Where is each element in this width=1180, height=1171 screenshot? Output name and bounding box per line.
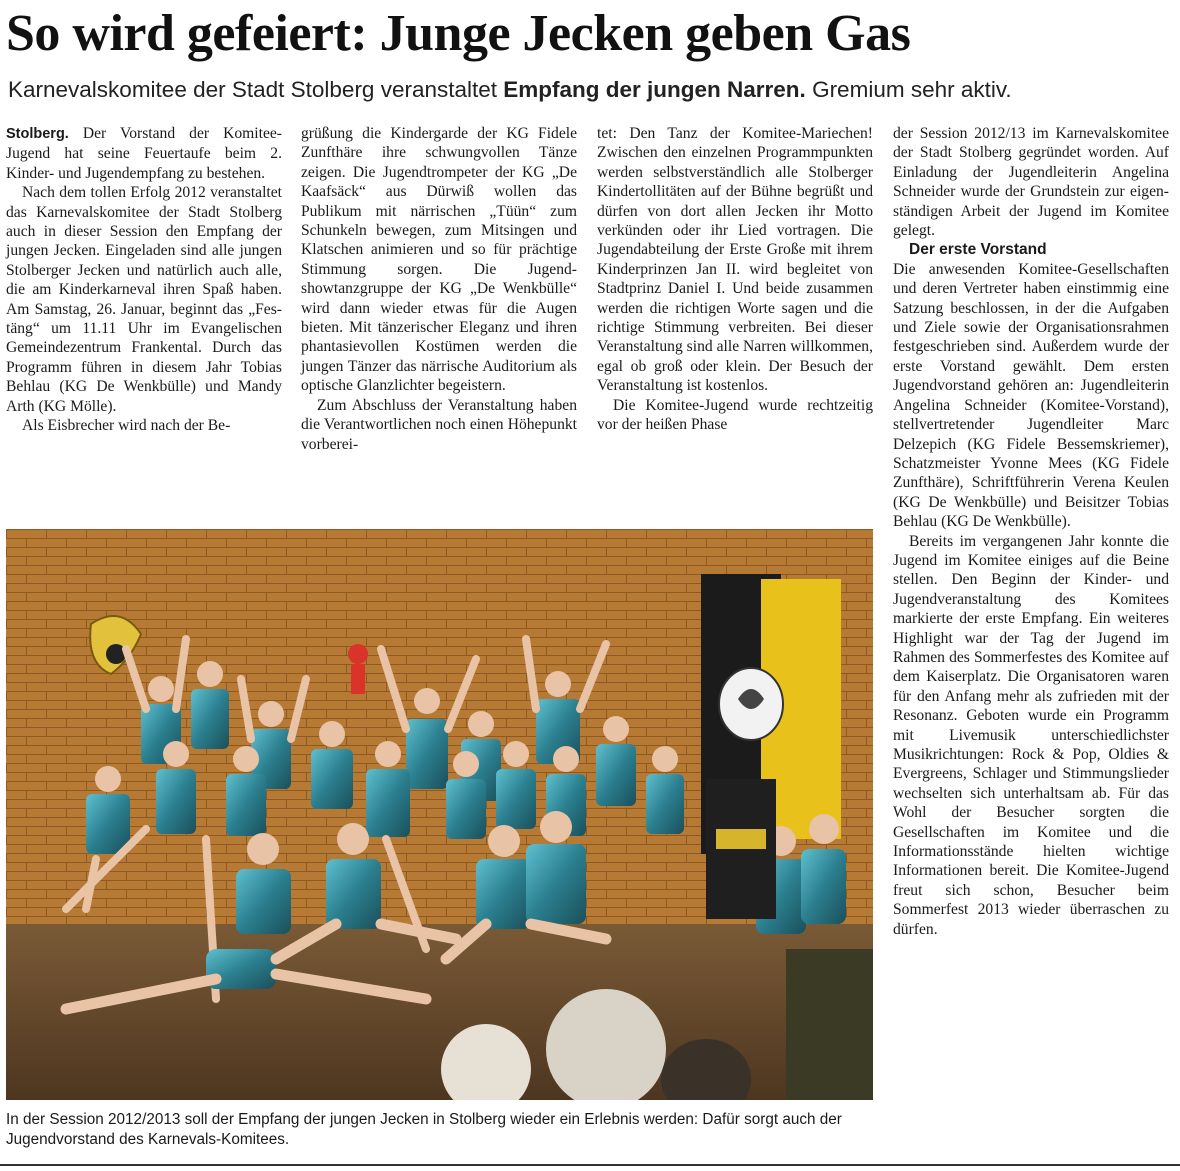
paragraph xyxy=(6,124,282,183)
article-column-3 xyxy=(597,124,873,435)
paragraph: der Session 2012/13 im Karnevalskomitee der Stadt Stolberg gegründet worden. Auf Einladung der Jugendleiterin Angelina Schneider wurde der Grundstein zur eigenständigen Arbeit der Jugend im Komitee gelegt. xyxy=(893,125,1169,240)
article-photo xyxy=(6,529,873,1100)
subheadline-part1: Karnevalskomitee der Stadt Stolberg veranstaltet xyxy=(8,77,504,102)
paragraph-text: Der Vorstand der Komitee-Jugend hat seine Feuertaufe beim 2. Kinder- und Jugendempfang zu bestehen. xyxy=(6,125,282,182)
article-column-1 xyxy=(6,124,282,436)
mascot-doll xyxy=(348,644,368,694)
subheadline xyxy=(8,72,1178,108)
paragraph: Zum Abschluss der Veranstaltung haben die Verantwortlichen noch einen Höhepunkt vorberei- xyxy=(301,396,577,453)
photo-caption: In der Session 2012/2013 soll der Empfang der jungen Jecken in Stolberg wieder ein Erlebnis werden: Dafür sorgt auch der Jugendvorstand des Karnevals-Komitees. xyxy=(6,1111,842,1148)
paragraph: Die anwesenden Komitee-Gesellschaften und deren Vertreter haben einstimmig eine Satzung beschlossen, in der die Aufgaben und Ziele sowie der Organisationsrahmen festgeschrieben sind. Außerdem wurde der erste Vorstand gewählt. Dem ersten Jugendvorstand gehören an: Jugendleiterin Angelina Schneider (Komitee-Vorstand), stellvertretender Jugendleiter Marc Delzepich (KG Fidele Bessemskriemer), Schatzmeister Yvonne Mees (KG Fidele Zunfthäre), Schriftführerin Verena Keulen (KG De Wenkbülle) und Beisitzer Tobias Behlau (KG De Wenkbülle). xyxy=(893,260,1169,531)
paragraph: tet: Den Tanz der Komitee-Mariechen! Zwischen den einzelnen Programmpunkten werden selbstverständlich alle Stolberger Kindertollitäten auf der Bühne begrüßt und dürfen von dort allen Jecken ihr Motto verkünden oder ihr Lied vortragen. Die Jugendabteilung der Erste Große mit ihrem Kinderprinzen Jan II. wird begleitet von Stadtprinz Daniel I. Und beide zusammen werden die richtigen Worte sagen und die richtige Stimmung verbreiten. Bei dieser Veranstaltung sind alle Narren willkommen, egal ob groß oder klein. Der Besuch der Veranstaltung ist kostenlos. xyxy=(597,125,873,395)
paragraph: grüßung die Kindergarde der KG Fidele Zunfthäre ihre schwungvollen Tänze zeigen. Die Jugendtrompeter der KG „De Kaafsäck“ aus Dürwiß wollen das Publikum mit närrischen „Tüün“ zum Schunkeln bewegen, zum Mitsingen und Klatschen animieren und so für prächtige Stimmung sorgen. Die Jugendshowtanzgruppe der KG „De Wenkbülle“ wird dann wieder etwas für die Augen bieten. Mit tänzerischer Eleganz und ihren phantasievollen Kostümen werden die jungen Tänzer das närrische Auditorium als optische Glanzlichter begeistern. xyxy=(301,125,577,395)
paragraph: Nach dem tollen Erfolg 2012 veranstaltet das Karnevalskomitee der Stadt Stolberg auch in dieser Session den Empfang der jungen Jecken. Eingeladen sind alle jungen Stolberger Jecken und natürlich auch alle, die am Kinderkarneval ihren Spaß haben. Am Samstag, 26. Januar, beginnt das „Festäng“ um 11.11 Uhr im Evangelischen Gemeindezentrum Frankental. Durch das Programm führen in diesem Jahr Tobias Behlau (KG De Wenkbülle) und Mandy Arth (KG Mölle). xyxy=(6,184,282,415)
headline: So wird gefeiert: Junge Jecken geben Gas xyxy=(6,5,911,62)
section-subheading: Der erste Vorstand xyxy=(909,241,1047,259)
dateline: Stolberg. xyxy=(6,126,69,142)
article-column-4 xyxy=(893,124,1169,939)
subheadline-bold: Empfang der jungen Narren. xyxy=(503,77,806,102)
article-column-2 xyxy=(301,124,577,454)
bottom-rule xyxy=(0,1164,1180,1166)
dance-group-photo xyxy=(6,529,873,1100)
paragraph: Als Eisbrecher wird nach der Be- xyxy=(22,417,231,435)
paragraph: Die Komitee-Jugend wurde rechtzeitig vor der heißen Phase xyxy=(597,396,873,434)
subheadline-part2: Gremium sehr aktiv. xyxy=(805,77,1012,102)
paragraph: Bereits im vergangenen Jahr konnte die Jugend im Komitee einiges auf die Beine stellen. Den Beginn der Kinder- und Jugendveranstaltung des Komitees markierte der erste Empfang. Ein weiteres Highlight war der Tag der Jugend im Rahmen des Sommerfestes des Komitee auf dem Kaiserplatz. Die Organisatoren waren für den Anfang mehr als zufrieden mit der Resonanz. Geboten wurde ein Programm mit Livemusik unterschiedlichster Musikrichtungen: Rock & Pop, Oldies & Evergreens, Schlager und Stimmungslieder wechselten sich unterhaltsam ab. Für das Wohl der Besucher sorgten die Gesellschaften im Komitee und die Informationsstände hielten wichtige Informationen bereit. Die Komitee-Jugend freut sich schon, Besucher beim Sommerfest 2013 wieder überraschen zu dürfen. xyxy=(893,532,1169,938)
